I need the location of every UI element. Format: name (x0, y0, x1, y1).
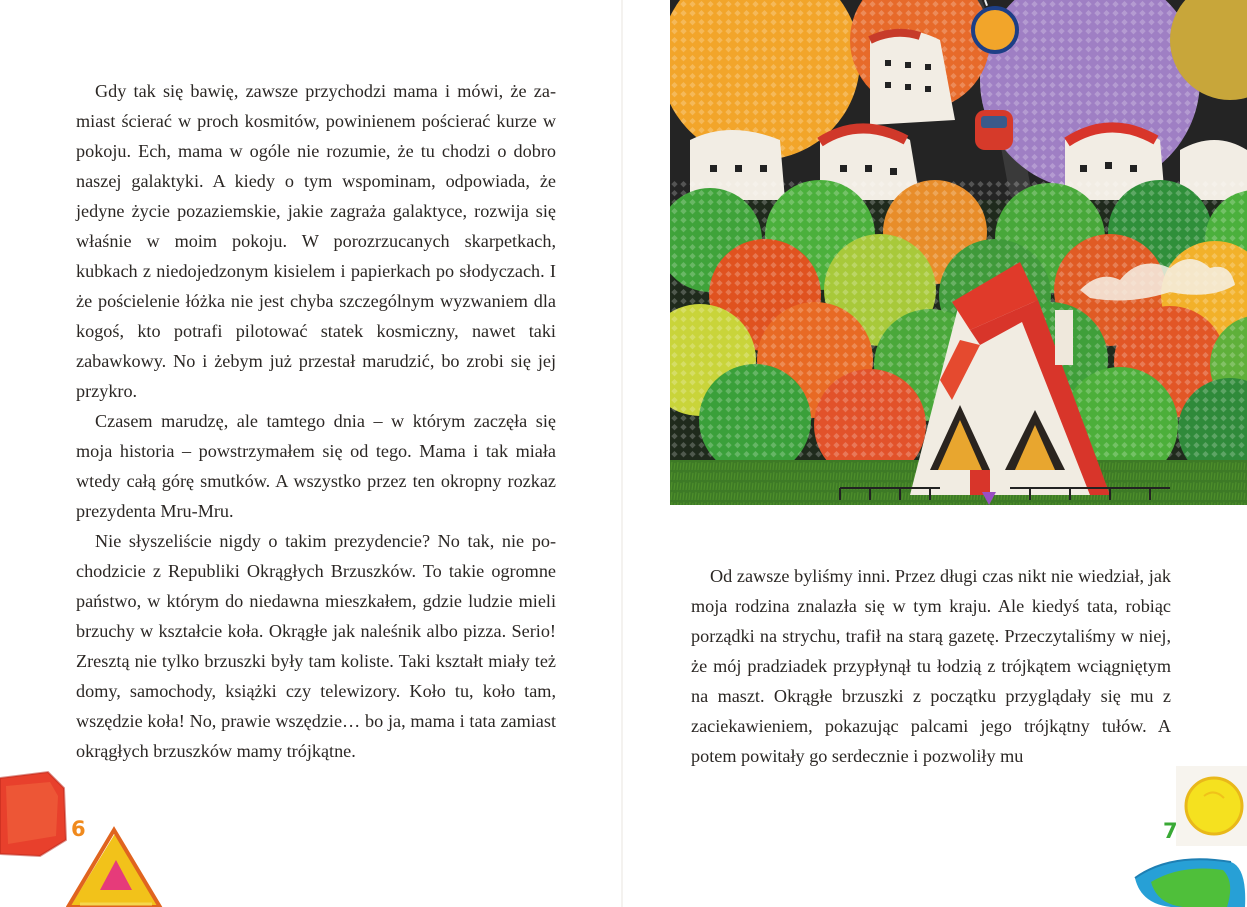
paragraph: Od zawsze byliśmy inni. Przez długi czas nikt nie wiedział, jak moja rodzina znalazła się w tym kraju. Ale kiedyś tata, robiąc porządki na strychu, trafił na starą gazetę. Przeczytaliśmy w niej, że mój pradziadek przypłynął tu łodzią z trójkątem wciągniętym na maszt. Okrągłe brzuszki z początku przyglądały się mu z zaciekawieniem, pokazując palcami jego trójkątny tułów. A potem powitały go serdecznie i pozwoliły mu (691, 566, 1171, 766)
paragraph: Nie słyszeliście nigdy o takim prezydencie? No tak, nie pochodzicie z Republiki Okrągłych Brzuszków. To takie ogromne państwo, w którym do niedawna mieszkałem, gdzie ludzie mieli brzuchy w kształcie koła. Okrągłe jak naleśnik albo pizza. Serio! Zresztą nie tylko brzuszki były tam koliste. Taki kształt miały też domy, samochody, książki czy telewizory. Koło tu, koło tam, wszędzie koła! No, prawie wszędzie… bo ja, mama i tata zamiast okrągłych brzuszków mamy trójkątne. (76, 531, 556, 761)
page-number: 6 (71, 817, 86, 841)
right-page-text (691, 561, 1171, 771)
leaf-decoration (1131, 858, 1247, 907)
red-square-decoration (0, 770, 70, 860)
right-page (623, 0, 1247, 907)
page-number: 7 (1163, 819, 1178, 843)
paragraph: Czasem marudzę, ale tamtego dnia – w którym zaczęła się moja historia – powstrzymałem się od tego. Mama i tak miała wtedy całą górę smutków. A wszystko przez ten okropny rozkaz prezydenta Mru-Mru. (76, 411, 556, 521)
yellow-circle-decoration (1176, 766, 1247, 846)
left-page-text (76, 76, 556, 766)
left-page (0, 0, 622, 907)
paragraph: Gdy tak się bawię, zawsze przychodzi mama i mówi, że zamiast ścierać w proch kosmitów, powinienem pościerać kurze w pokoju. Ech, mama w ogóle nie rozumie, że tu chodzi o dobro naszej galaktyki. A kiedy o tym wspominam, odpowiada, że jedyne życie pozaziemskie, jakie zagraża galaktyce, rozwija się właśnie w moim pokoju. W porozrzucanych skarpetkach, kubkach z niedojedzonym kisielem i papierkach po słodyczach. I że pościelenie łóżka nie jest chyba szczególnym wyzwaniem dla kogoś, kto potrafi pilotować statek kosmiczny, nawet taki zabawkowy. No i żebym już przestał marudzić, bo zrobi się jej przykro. (76, 81, 556, 401)
city-illustration (670, 0, 1247, 505)
